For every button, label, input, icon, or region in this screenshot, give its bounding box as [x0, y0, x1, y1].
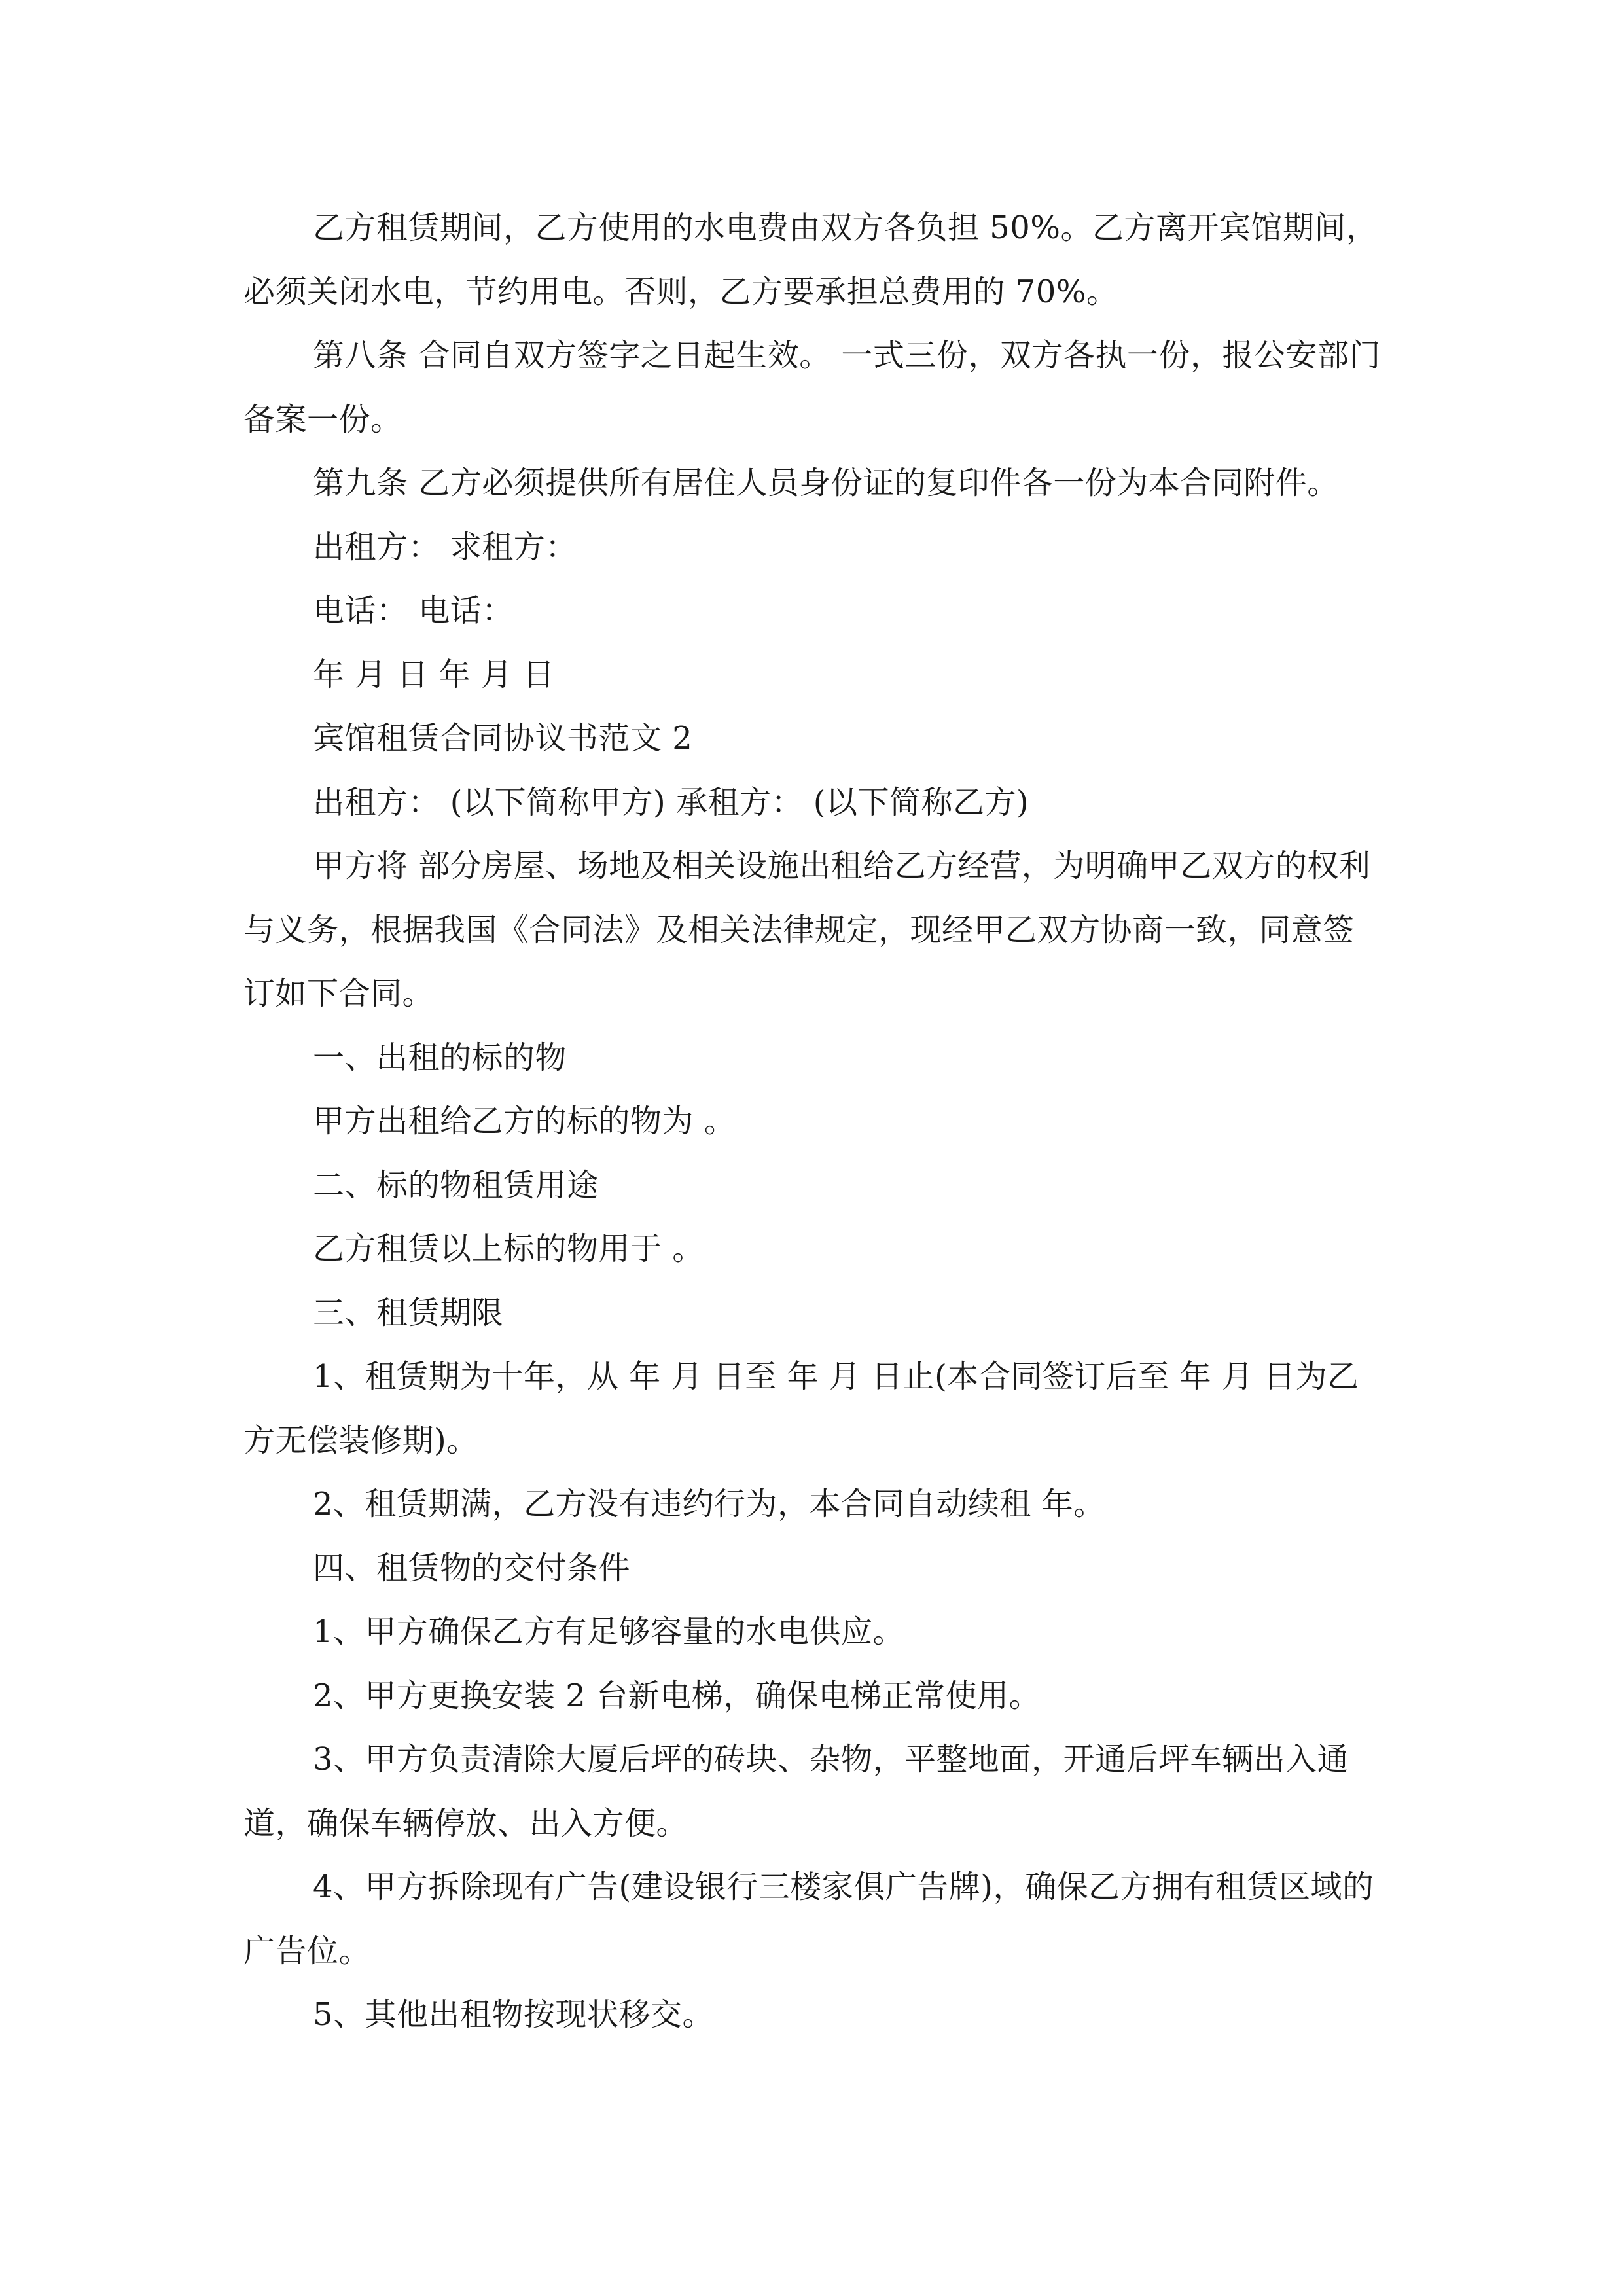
signature-dates: 年 月 日 年 月 日 [313, 656, 555, 693]
paragraph-delivery-5: 5、其他出租物按现状移交。 [313, 1996, 715, 2033]
paragraph-delivery-4: 4、甲方拆除现有广告(建设银行三楼家俱广告牌)，确保乙方拥有租赁区域的广告位。 [243, 1869, 1374, 1969]
paragraph-subject-matter: 甲方出租给乙方的标的物为 。 [313, 1103, 736, 1139]
paragraph-delivery-3: 3、甲方负责清除大厦后坪的砖块、杂物，平整地面，开通后坪车辆出入通道，确保车辆停放、出入方便。 [243, 1741, 1349, 1842]
paragraph-utilities: 乙方租赁期间，乙方使用的水电费由双方各负担 50%。乙方离开宾馆期间，必须关闭水电，节约用电。否则，乙方要承担总费用的 70%。 [243, 209, 1378, 310]
paragraph-term-2: 2、租赁期满，乙方没有违约行为，本合同自动续租 年。 [313, 1486, 1105, 1522]
heading-subject-matter: 一、出租的标的物 [313, 1039, 567, 1076]
heading-term: 三、租赁期限 [313, 1294, 504, 1331]
paragraph-delivery-1: 1、甲方确保乙方有足够容量的水电供应。 [313, 1613, 905, 1650]
paragraph-preamble: 甲方将 部分房屋、场地及相关设施出租给乙方经营，为明确甲乙双方的权利与义务，根据我国《合同法》及相关法律规定，现经甲乙双方协商一致，同意签订如下合同。 [243, 848, 1371, 1012]
paragraph-article-8: 第八条 合同自双方签字之日起生效。 一式三份，双方各执一份，报公安部门备案一份。 [243, 337, 1382, 438]
section-title-sample-2: 宾馆租赁合同协议书范文 2 [313, 720, 693, 757]
document-body [243, 196, 1382, 2047]
heading-delivery-conditions: 四、租赁物的交付条件 [313, 1549, 631, 1587]
paragraph-delivery-2: 2、甲方更换安装 2 台新电梯，确保电梯正常使用。 [313, 1677, 1041, 1714]
paragraph-term-1: 1、租赁期为十年，从 年 月 日至 年 月 日止(本合同签订后至 年 月 日为乙方无偿装修期)。 [243, 1358, 1359, 1459]
paragraph-usage: 乙方租赁以上标的物用于 。 [313, 1230, 704, 1267]
signature-parties: 出租方： 求租方： [313, 528, 577, 565]
heading-usage: 二、标的物租赁用途 [313, 1166, 599, 1204]
parties-line: 出租方： (以下简称甲方) 承租方： (以下简称乙方) [313, 783, 1029, 821]
paragraph-article-9: 第九条 乙方必须提供所有居住人员身份证的复印件各一份为本合同附件。 [313, 465, 1339, 501]
signature-phones: 电话： 电话： [313, 592, 514, 629]
